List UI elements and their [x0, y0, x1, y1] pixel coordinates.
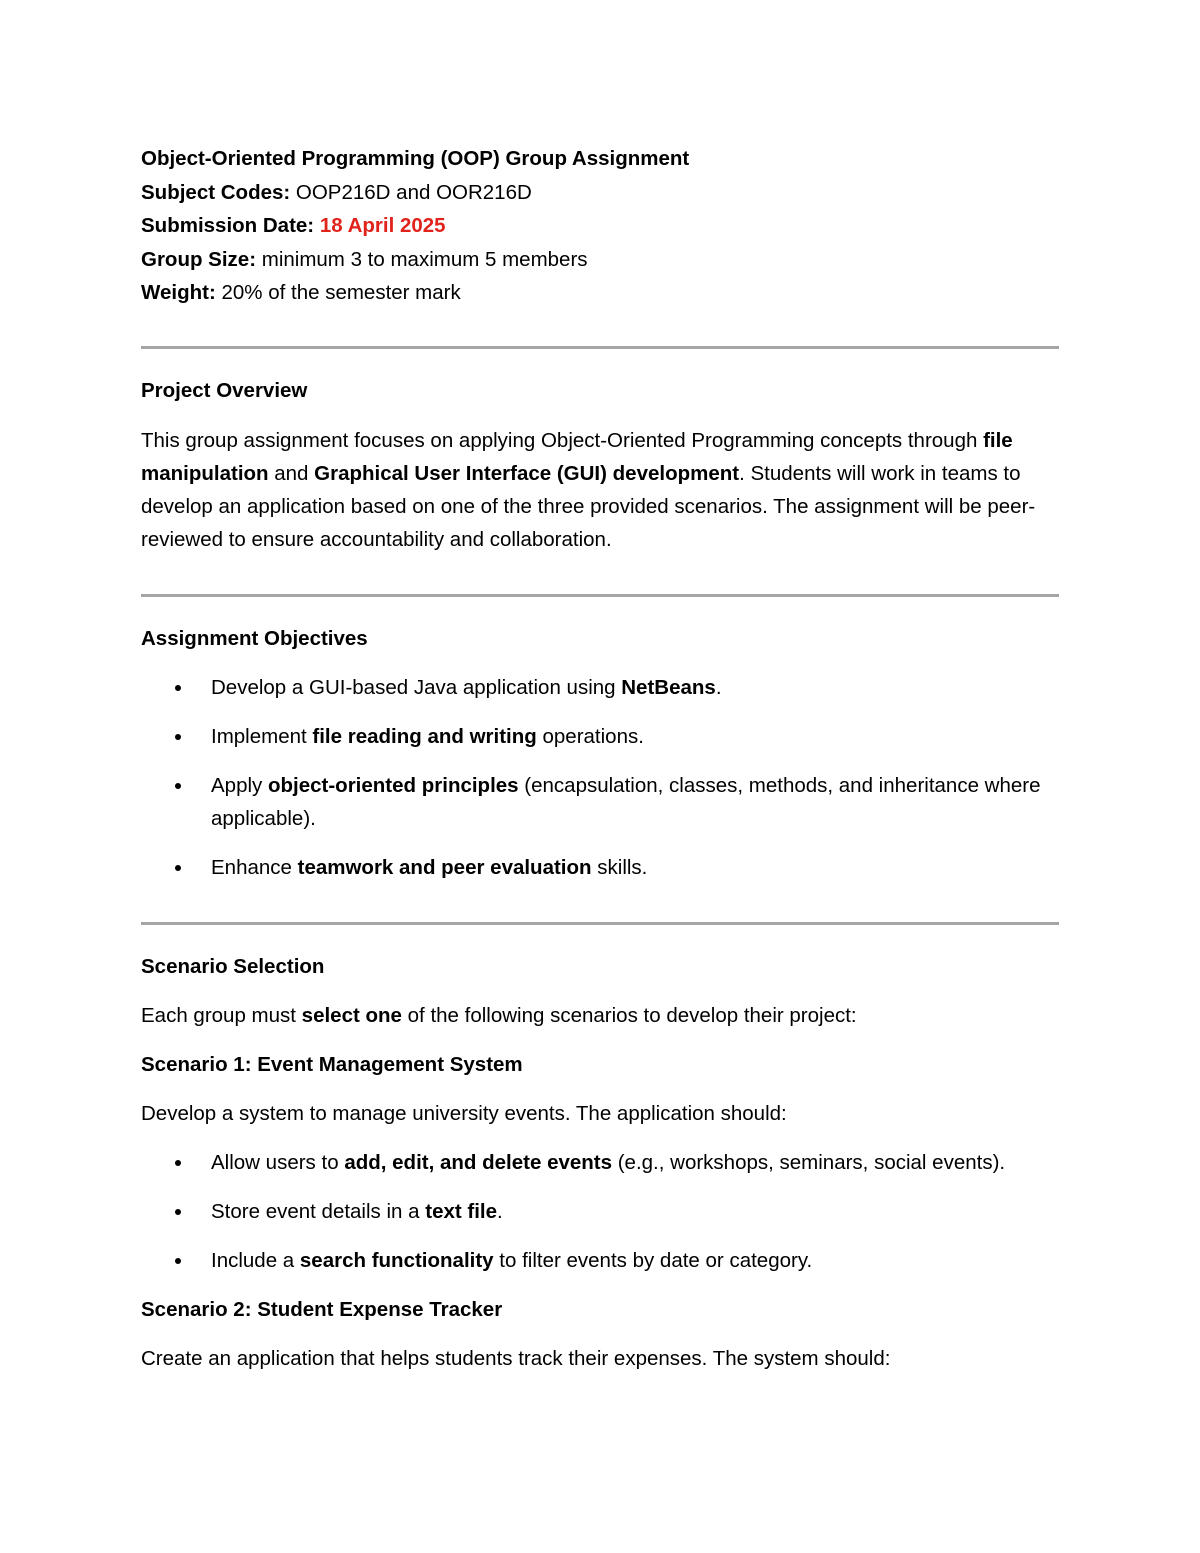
submission-date-label: Submission Date:: [141, 214, 315, 237]
overview-bold-1: file manipulation: [141, 428, 1013, 485]
overview-paragraph: [141, 424, 1059, 556]
list-item: Allow users to add, edit, and delete events (e.g., workshops, seminars, social events).: [141, 1146, 1059, 1179]
section-heading-objectives: Assignment Objectives: [141, 626, 368, 650]
subject-codes-value: OOP216D and OOR216D: [290, 180, 532, 204]
group-size-line: [141, 243, 1059, 277]
overview-bold-2: Graphical User Interface (GUI) development: [314, 461, 740, 485]
divider: [141, 922, 1059, 925]
submission-date-value: 18 April 2025: [319, 214, 446, 237]
scenario-1-list: [141, 1146, 1059, 1277]
list-item: Enhance teamwork and peer evaluation skills.: [141, 851, 1059, 884]
group-size-value: minimum 3 to maximum 5 members: [256, 247, 588, 271]
overview-text-2: and: [268, 461, 315, 485]
scenarios-intro: Each group must select one of the following scenarios to develop their project:: [141, 1003, 857, 1027]
scenario-1-description: Develop a system to manage university events. The application should:: [141, 1101, 787, 1125]
divider: [141, 346, 1059, 349]
list-item: Store event details in a text file.: [141, 1195, 1059, 1228]
subject-codes-label: Subject Codes:: [141, 180, 291, 204]
weight-line: [141, 276, 1059, 310]
scenario-2-title: Scenario 2: Student Expense Tracker: [141, 1297, 503, 1321]
list-item: Include a search functionality to filter events by date or category.: [141, 1244, 1059, 1277]
list-item: Apply object-oriented principles (encapsulation, classes, methods, and inheritance where applicable).: [141, 769, 1059, 835]
weight-label: Weight:: [141, 281, 216, 304]
submission-date-line: [141, 209, 1059, 243]
group-size-label: Group Size:: [141, 247, 257, 271]
divider: [141, 594, 1059, 597]
overview-text-3: . Students will work in teams to develop an application based on one of the three provided scenarios. The assignment will be peer-reviewed to ensure accountability and collaboration.: [141, 461, 1036, 551]
section-heading-overview: Project Overview: [141, 378, 308, 402]
list-item: Implement file reading and writing operations.: [141, 720, 1059, 753]
list-item: Develop a GUI-based Java application using NetBeans.: [141, 671, 1059, 704]
objectives-list: [141, 671, 1059, 884]
subject-codes-line: [141, 176, 1059, 210]
overview-text-1: This group assignment focuses on applying Object-Oriented Programming concepts through: [141, 428, 984, 452]
document-content: [141, 142, 1059, 1375]
document-title: Object-Oriented Programming (OOP) Group Assignment: [141, 147, 690, 170]
scenario-2-description: Create an application that helps students track their expenses. The system should:: [141, 1346, 891, 1370]
scenario-1-title: Scenario 1: Event Management System: [141, 1052, 523, 1076]
section-heading-scenarios: Scenario Selection: [141, 954, 325, 978]
weight-value: 20% of the semester mark: [215, 281, 461, 304]
